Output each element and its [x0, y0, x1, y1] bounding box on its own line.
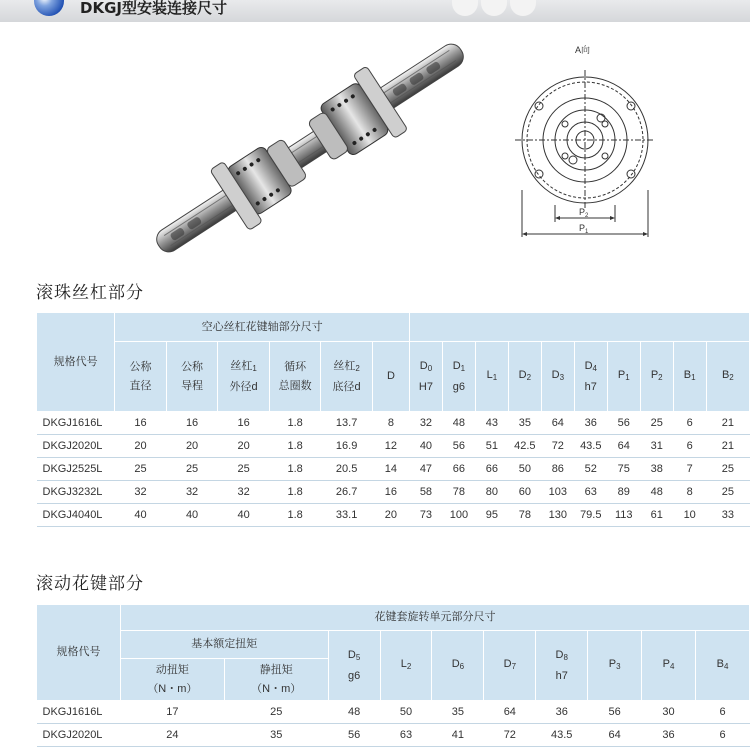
value-cell: 58 — [409, 481, 442, 504]
column-header: $D_1$ g6 — [442, 342, 475, 412]
value-cell: 48 — [640, 481, 673, 504]
value-cell: 48 — [442, 412, 475, 435]
value-cell: 36 — [574, 412, 607, 435]
value-cell: 56 — [607, 412, 640, 435]
model-cell: DKGJ2020L — [37, 724, 121, 747]
view-label: A向 — [575, 45, 591, 55]
value-cell: 1.8 — [269, 458, 321, 481]
value-cell: 6 — [696, 724, 750, 747]
column-header: $P_2$ — [640, 342, 673, 412]
spline-table — [36, 604, 750, 747]
svg-text:P2: $P_2$ — [579, 207, 589, 219]
value-cell: 47 — [409, 458, 442, 481]
value-cell: 89 — [607, 481, 640, 504]
value-cell: 20 — [372, 504, 409, 527]
value-cell: 43.5 — [536, 724, 588, 747]
value-cell: 1.8 — [269, 504, 321, 527]
value-cell: 60 — [508, 481, 541, 504]
table-row — [37, 701, 750, 724]
value-cell: 38 — [640, 458, 673, 481]
value-cell: 42.5 — [508, 435, 541, 458]
torque-header: 基本额定扭矩 — [120, 631, 328, 659]
value-cell: 8 — [673, 481, 706, 504]
value-cell: 32 — [218, 481, 270, 504]
value-cell: 56 — [588, 701, 642, 724]
end-view-drawing — [505, 40, 675, 245]
value-cell: 103 — [541, 481, 574, 504]
value-cell: 20 — [115, 435, 167, 458]
column-header: $L_2$ — [380, 631, 432, 701]
section-title-spline: 滚动花键部分 — [36, 574, 144, 594]
value-cell: 40 — [166, 504, 218, 527]
value-cell: 41 — [432, 724, 484, 747]
value-cell: 66 — [442, 458, 475, 481]
value-cell: 30 — [642, 701, 696, 724]
value-cell: 20.5 — [321, 458, 373, 481]
svg-text:P1: $P_1$ — [579, 223, 589, 235]
value-cell: 36 — [642, 724, 696, 747]
column-header: $D_4$ h7 — [574, 342, 607, 412]
value-cell: 52 — [574, 458, 607, 481]
value-cell: 14 — [372, 458, 409, 481]
column-header: $D_2$ — [508, 342, 541, 412]
value-cell: 35 — [224, 724, 328, 747]
value-cell: 32 — [115, 481, 167, 504]
model-cell: DKGJ1616L — [37, 701, 121, 724]
value-cell: 12 — [372, 435, 409, 458]
column-header: $D_3$ — [541, 342, 574, 412]
column-header: $D_6$ — [432, 631, 484, 701]
table-row — [37, 481, 750, 504]
table-row — [37, 435, 750, 458]
column-header: $P_4$ — [642, 631, 696, 701]
section-title-ball-screw: 滚珠丝杠部分 — [36, 283, 144, 303]
value-cell: 8 — [372, 412, 409, 435]
value-cell: 25 — [224, 701, 328, 724]
group-header: 花键套旋转单元部分尺寸 — [120, 605, 749, 631]
value-cell: 43 — [475, 412, 508, 435]
value-cell: 16 — [372, 481, 409, 504]
value-cell: 6 — [696, 701, 750, 724]
column-header: $D_0$ H7 — [409, 342, 442, 412]
column-header: $B_4$ — [696, 631, 750, 701]
table-row — [37, 724, 750, 747]
value-cell: 1.8 — [269, 412, 321, 435]
column-header: 静扭矩 （N・m） — [224, 659, 328, 701]
value-cell: 25 — [166, 458, 218, 481]
column-header: $P_1$ — [607, 342, 640, 412]
value-cell: 64 — [588, 724, 642, 747]
value-cell: 25 — [640, 412, 673, 435]
value-cell: 75 — [607, 458, 640, 481]
page-title: DKGJ型安装连接尺寸 — [80, 0, 227, 17]
value-cell: 95 — [475, 504, 508, 527]
value-cell: 64 — [607, 435, 640, 458]
value-cell: 50 — [380, 701, 432, 724]
column-header: $B_2$ — [706, 342, 749, 412]
value-cell: 33 — [706, 504, 749, 527]
column-header: 循环 总圈数 — [269, 342, 321, 412]
column-header: $P_3$ — [588, 631, 642, 701]
value-cell: 66 — [475, 458, 508, 481]
value-cell: 43.5 — [574, 435, 607, 458]
value-cell: 7 — [673, 458, 706, 481]
value-cell: 56 — [328, 724, 380, 747]
value-cell: 10 — [673, 504, 706, 527]
value-cell: 79.5 — [574, 504, 607, 527]
value-cell: 51 — [475, 435, 508, 458]
column-header: $D_5$ g6 — [328, 631, 380, 701]
value-cell: 35 — [432, 701, 484, 724]
table-row — [37, 458, 750, 481]
value-cell: 24 — [120, 724, 224, 747]
column-header: 公称 导程 — [166, 342, 218, 412]
column-header: D — [372, 342, 409, 412]
value-cell: 130 — [541, 504, 574, 527]
value-cell: 72 — [484, 724, 536, 747]
model-cell: DKGJ1616L — [37, 412, 115, 435]
value-cell: 31 — [640, 435, 673, 458]
model-column-header: 规格代号 — [37, 313, 115, 412]
value-cell: 1.8 — [269, 481, 321, 504]
value-cell: 40 — [409, 435, 442, 458]
value-cell: 6 — [673, 435, 706, 458]
value-cell: 80 — [475, 481, 508, 504]
column-header: $L_1$ — [475, 342, 508, 412]
value-cell: 13.7 — [321, 412, 373, 435]
model-cell: DKGJ3232L — [37, 481, 115, 504]
value-cell: 63 — [380, 724, 432, 747]
value-cell: 21 — [706, 435, 749, 458]
value-cell: 16 — [166, 412, 218, 435]
table-row — [37, 504, 750, 527]
value-cell: 48 — [328, 701, 380, 724]
value-cell: 50 — [508, 458, 541, 481]
model-column-header: 规格代号 — [37, 605, 121, 701]
value-cell: 100 — [442, 504, 475, 527]
value-cell: 26.7 — [321, 481, 373, 504]
value-cell: 25 — [115, 458, 167, 481]
column-header: $D_8$ h7 — [536, 631, 588, 701]
model-cell: DKGJ2525L — [37, 458, 115, 481]
column-header: 丝杠$_1$ 外径d — [218, 342, 270, 412]
value-cell: 16 — [115, 412, 167, 435]
value-cell: 64 — [484, 701, 536, 724]
value-cell: 63 — [574, 481, 607, 504]
value-cell: 56 — [442, 435, 475, 458]
value-cell: 86 — [541, 458, 574, 481]
value-cell: 113 — [607, 504, 640, 527]
model-cell: DKGJ4040L — [37, 504, 115, 527]
value-cell: 40 — [115, 504, 167, 527]
value-cell: 33.1 — [321, 504, 373, 527]
value-cell: 6 — [673, 412, 706, 435]
value-cell: 25 — [706, 458, 749, 481]
value-cell: 16 — [218, 412, 270, 435]
value-cell: 20 — [166, 435, 218, 458]
value-cell: 72 — [541, 435, 574, 458]
value-cell: 32 — [166, 481, 218, 504]
group-header: 空心丝杠花键轴部分尺寸 — [115, 313, 410, 342]
table-row — [37, 412, 750, 435]
value-cell: 64 — [541, 412, 574, 435]
value-cell: 35 — [508, 412, 541, 435]
column-header: $B_1$ — [673, 342, 706, 412]
value-cell: 25 — [218, 458, 270, 481]
column-header: $D_7$ — [484, 631, 536, 701]
value-cell: 16.9 — [321, 435, 373, 458]
column-header: 丝杠$_2$ 底径d — [321, 342, 373, 412]
value-cell: 78 — [508, 504, 541, 527]
model-cell: DKGJ2020L — [37, 435, 115, 458]
column-header: 公称 直径 — [115, 342, 167, 412]
value-cell: 32 — [409, 412, 442, 435]
value-cell: 61 — [640, 504, 673, 527]
value-cell: 21 — [706, 412, 749, 435]
value-cell: 17 — [120, 701, 224, 724]
ball-screw-spline-illustration — [140, 30, 480, 265]
value-cell: 40 — [218, 504, 270, 527]
value-cell: 1.8 — [269, 435, 321, 458]
value-cell: 36 — [536, 701, 588, 724]
header-decoration — [452, 0, 562, 16]
ball-screw-table — [36, 312, 750, 527]
value-cell: 78 — [442, 481, 475, 504]
column-header: 动扭矩 （N・m） — [120, 659, 224, 701]
value-cell: 25 — [706, 481, 749, 504]
value-cell: 73 — [409, 504, 442, 527]
value-cell: 20 — [218, 435, 270, 458]
